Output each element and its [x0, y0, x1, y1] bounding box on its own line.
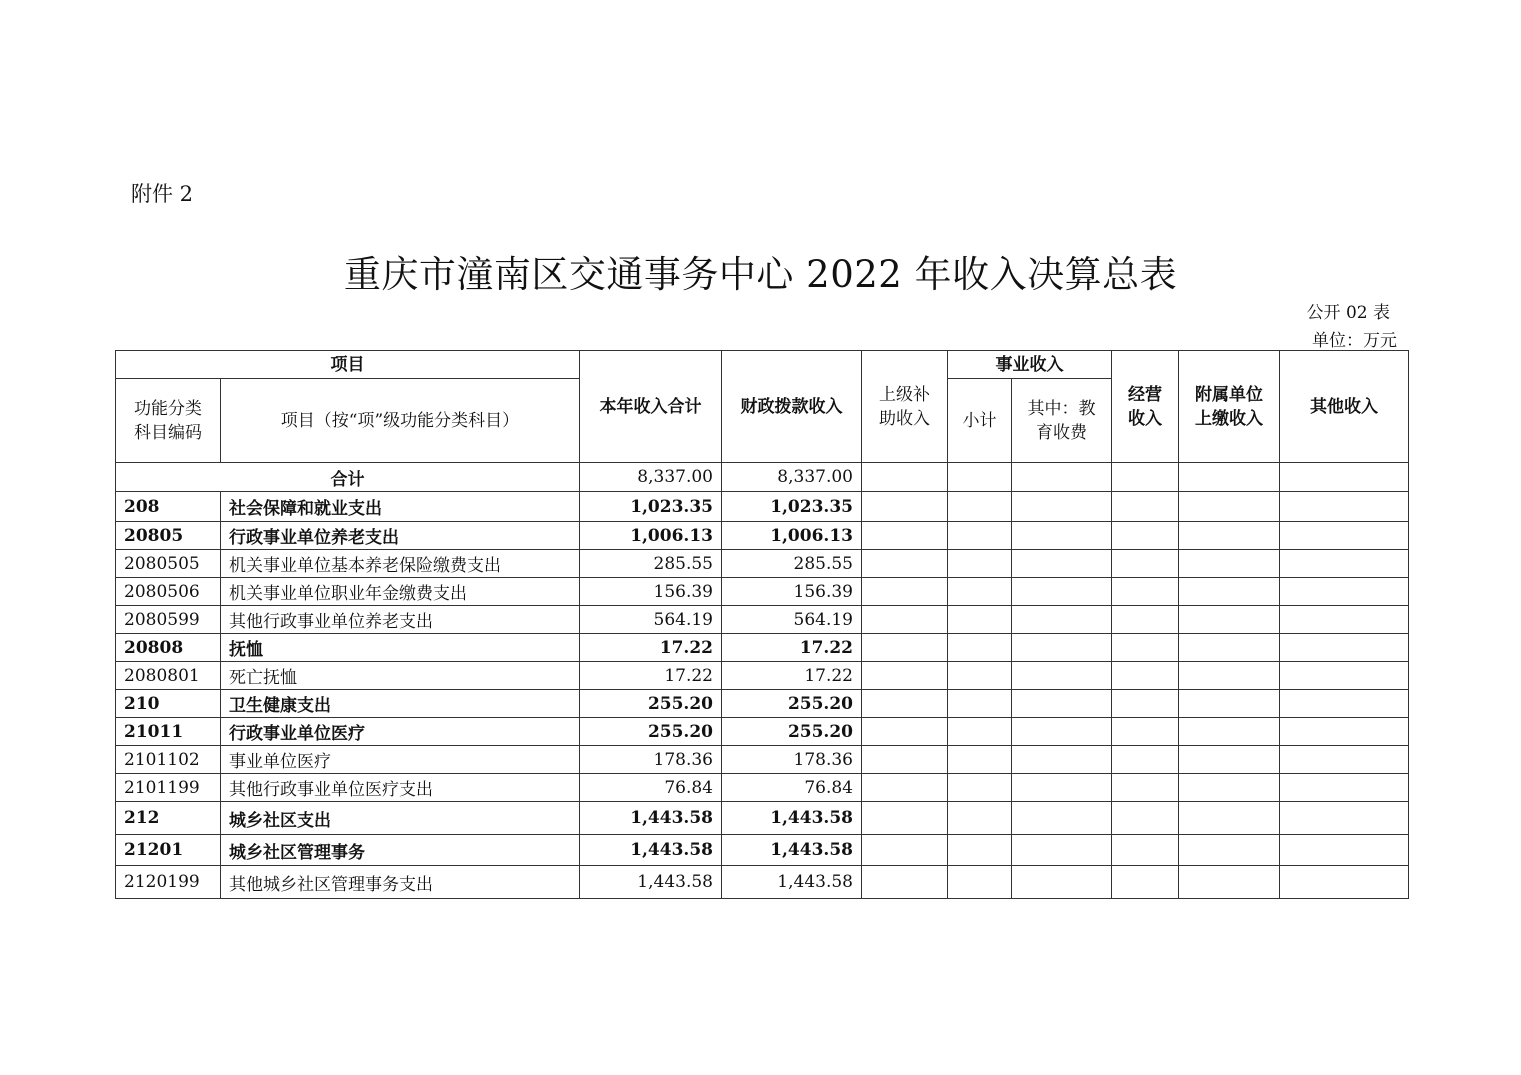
empty-cell	[1112, 746, 1179, 774]
empty-cell	[1012, 835, 1112, 866]
fiscal-cell: 1,006.13	[722, 522, 862, 550]
empty-cell	[1280, 866, 1409, 899]
empty-cell	[948, 522, 1012, 550]
total-row	[116, 463, 1409, 492]
total-income-cell: 255.20	[580, 690, 722, 718]
fiscal-cell: 156.39	[722, 578, 862, 606]
fiscal-cell: 1,443.58	[722, 835, 862, 866]
empty-cell	[1179, 463, 1280, 492]
empty-cell	[1112, 802, 1179, 835]
header-operating	[1112, 351, 1179, 463]
unit-label: 单位：万元	[1312, 331, 1397, 351]
code-cell: 20805	[116, 522, 221, 550]
empty-cell	[1179, 662, 1280, 690]
empty-cell	[1012, 802, 1112, 835]
header-affiliated-line1: 附属单位	[1195, 384, 1263, 405]
code-cell: 2101102	[116, 746, 221, 774]
total-income-cell: 8,337.00	[580, 463, 722, 492]
fiscal-cell: 17.22	[722, 662, 862, 690]
empty-cell	[1280, 634, 1409, 662]
header-edu-line2: 育收费	[1036, 422, 1087, 443]
total-income-cell: 1,443.58	[580, 835, 722, 866]
empty-cell	[1112, 463, 1179, 492]
empty-cell	[1112, 634, 1179, 662]
header-edu-line1: 其中：教	[1027, 398, 1096, 419]
empty-cell	[1179, 802, 1280, 835]
empty-cell	[1179, 606, 1280, 634]
empty-cell	[862, 550, 948, 578]
empty-cell	[862, 774, 948, 802]
fiscal-cell: 76.84	[722, 774, 862, 802]
table-row	[116, 550, 1409, 578]
header-fiscal: 财政拨款收入	[722, 351, 862, 463]
empty-cell	[862, 866, 948, 899]
empty-cell	[1012, 774, 1112, 802]
empty-cell	[862, 746, 948, 774]
total-income-cell: 564.19	[580, 606, 722, 634]
empty-cell	[1112, 522, 1179, 550]
empty-cell	[948, 835, 1012, 866]
header-operating-line2: 收入	[1128, 408, 1162, 429]
code-cell: 208	[116, 492, 221, 522]
empty-cell	[1280, 662, 1409, 690]
fiscal-cell: 1,443.58	[722, 802, 862, 835]
header-total-income: 本年收入合计	[580, 351, 722, 463]
empty-cell	[1179, 866, 1280, 899]
total-income-cell: 156.39	[580, 578, 722, 606]
empty-cell	[1012, 718, 1112, 746]
item-name-cell: 城乡社区管理事务	[221, 835, 580, 866]
empty-cell	[1280, 463, 1409, 492]
fiscal-cell: 564.19	[722, 606, 862, 634]
empty-cell	[1012, 606, 1112, 634]
empty-cell	[1112, 606, 1179, 634]
header-business: 事业收入	[948, 351, 1112, 379]
table-row	[116, 606, 1409, 634]
fiscal-cell: 285.55	[722, 550, 862, 578]
empty-cell	[1112, 866, 1179, 899]
table-row	[116, 662, 1409, 690]
header-item: 项目（按“项”级功能分类科目）	[221, 379, 580, 463]
item-name-cell: 其他城乡社区管理事务支出	[221, 866, 580, 899]
item-name-cell: 机关事业单位职业年金缴费支出	[221, 578, 580, 606]
total-income-cell: 1,443.58	[580, 866, 722, 899]
item-name-cell: 城乡社区支出	[221, 802, 580, 835]
fiscal-cell: 1,443.58	[722, 866, 862, 899]
code-cell: 2101199	[116, 774, 221, 802]
header-subtotal: 小计	[948, 379, 1012, 463]
empty-cell	[862, 802, 948, 835]
empty-cell	[948, 634, 1012, 662]
empty-cell	[1112, 662, 1179, 690]
total-fiscal-cell: 8,337.00	[722, 463, 862, 492]
empty-cell	[862, 835, 948, 866]
header-affiliated-line2: 上缴收入	[1195, 408, 1263, 429]
total-income-cell: 1,443.58	[580, 802, 722, 835]
total-income-cell: 285.55	[580, 550, 722, 578]
empty-cell	[948, 774, 1012, 802]
empty-cell	[1112, 774, 1179, 802]
item-name-cell: 其他行政事业单位医疗支出	[221, 774, 580, 802]
table-body	[116, 463, 1409, 899]
total-income-cell: 1,023.35	[580, 492, 722, 522]
total-income-cell: 17.22	[580, 662, 722, 690]
fiscal-cell: 17.22	[722, 634, 862, 662]
empty-cell	[1280, 550, 1409, 578]
empty-cell	[1179, 634, 1280, 662]
empty-cell	[862, 634, 948, 662]
empty-cell	[862, 606, 948, 634]
empty-cell	[1012, 492, 1112, 522]
empty-cell	[948, 690, 1012, 718]
item-name-cell: 卫生健康支出	[221, 690, 580, 718]
empty-cell	[1179, 690, 1280, 718]
empty-cell	[1112, 492, 1179, 522]
table-row	[116, 866, 1409, 899]
header-affiliated	[1179, 351, 1280, 463]
empty-cell	[1012, 746, 1112, 774]
item-name-cell: 抚恤	[221, 634, 580, 662]
header-code-line1: 功能分类	[134, 398, 202, 419]
empty-cell	[1179, 718, 1280, 746]
empty-cell	[948, 866, 1012, 899]
header-code	[116, 379, 221, 463]
empty-cell	[1179, 492, 1280, 522]
empty-cell	[1112, 578, 1179, 606]
header-code-line2: 科目编码	[134, 422, 202, 443]
empty-cell	[1012, 463, 1112, 492]
empty-cell	[1179, 522, 1280, 550]
table-row	[116, 718, 1409, 746]
empty-cell	[1012, 634, 1112, 662]
empty-cell	[862, 492, 948, 522]
empty-cell	[948, 662, 1012, 690]
total-income-cell: 17.22	[580, 634, 722, 662]
code-cell: 21201	[116, 835, 221, 866]
empty-cell	[948, 606, 1012, 634]
empty-cell	[862, 662, 948, 690]
empty-cell	[1179, 578, 1280, 606]
empty-cell	[1012, 578, 1112, 606]
total-label: 合计	[116, 463, 580, 492]
code-cell: 21011	[116, 718, 221, 746]
empty-cell	[1280, 835, 1409, 866]
code-cell: 2120199	[116, 866, 221, 899]
code-cell: 210	[116, 690, 221, 718]
header-operating-line1: 经营	[1128, 384, 1162, 405]
code-cell: 2080599	[116, 606, 221, 634]
empty-cell	[1280, 606, 1409, 634]
item-name-cell: 其他行政事业单位养老支出	[221, 606, 580, 634]
empty-cell	[1280, 774, 1409, 802]
empty-cell	[1112, 690, 1179, 718]
empty-cell	[1112, 718, 1179, 746]
attachment-label: 附件 2	[131, 182, 194, 206]
table-row	[116, 634, 1409, 662]
empty-cell	[948, 550, 1012, 578]
fiscal-cell: 255.20	[722, 718, 862, 746]
total-income-cell: 1,006.13	[580, 522, 722, 550]
total-income-cell: 76.84	[580, 774, 722, 802]
empty-cell	[1112, 835, 1179, 866]
empty-cell	[862, 718, 948, 746]
table-row	[116, 578, 1409, 606]
table-row	[116, 690, 1409, 718]
item-name-cell: 事业单位医疗	[221, 746, 580, 774]
code-cell: 2080801	[116, 662, 221, 690]
fiscal-cell: 255.20	[722, 690, 862, 718]
item-name-cell: 社会保障和就业支出	[221, 492, 580, 522]
empty-cell	[1179, 746, 1280, 774]
item-name-cell: 行政事业单位医疗	[221, 718, 580, 746]
empty-cell	[948, 492, 1012, 522]
table-row	[116, 802, 1409, 835]
empty-cell	[862, 578, 948, 606]
table-row	[116, 774, 1409, 802]
code-cell: 20808	[116, 634, 221, 662]
header-superior	[862, 351, 948, 463]
code-cell: 2080505	[116, 550, 221, 578]
empty-cell	[1179, 550, 1280, 578]
table-row	[116, 522, 1409, 550]
item-name-cell: 死亡抚恤	[221, 662, 580, 690]
page-title: 重庆市潼南区交通事务中心 2022 年收入决算总表	[343, 253, 1178, 296]
fiscal-cell: 178.36	[722, 746, 862, 774]
table-row	[116, 492, 1409, 522]
header-other: 其他收入	[1280, 351, 1409, 463]
header-superior-line1: 上级补	[879, 384, 930, 405]
empty-cell	[1280, 718, 1409, 746]
code-cell: 212	[116, 802, 221, 835]
total-income-cell: 178.36	[580, 746, 722, 774]
form-number: 公开 02 表	[1306, 303, 1390, 323]
item-name-cell: 行政事业单位养老支出	[221, 522, 580, 550]
header-project: 项目	[116, 351, 580, 379]
empty-cell	[1280, 746, 1409, 774]
empty-cell	[948, 578, 1012, 606]
empty-cell	[1012, 522, 1112, 550]
empty-cell	[948, 802, 1012, 835]
empty-cell	[948, 718, 1012, 746]
empty-cell	[1280, 690, 1409, 718]
empty-cell	[948, 463, 1012, 492]
code-cell: 2080506	[116, 578, 221, 606]
empty-cell	[1280, 802, 1409, 835]
empty-cell	[1280, 578, 1409, 606]
fiscal-cell: 1,023.35	[722, 492, 862, 522]
header-superior-line2: 助收入	[879, 408, 930, 429]
empty-cell	[1012, 866, 1112, 899]
header-edu-fee	[1012, 379, 1112, 463]
empty-cell	[948, 746, 1012, 774]
empty-cell	[1112, 550, 1179, 578]
empty-cell	[1280, 522, 1409, 550]
empty-cell	[1012, 550, 1112, 578]
table-header	[116, 351, 1409, 463]
empty-cell	[862, 522, 948, 550]
empty-cell	[1179, 835, 1280, 866]
table-row	[116, 835, 1409, 866]
empty-cell	[1012, 690, 1112, 718]
empty-cell	[1179, 774, 1280, 802]
income-table	[115, 350, 1409, 899]
table-row	[116, 746, 1409, 774]
empty-cell	[1280, 492, 1409, 522]
item-name-cell: 机关事业单位基本养老保险缴费支出	[221, 550, 580, 578]
empty-cell	[862, 463, 948, 492]
empty-cell	[1012, 662, 1112, 690]
total-income-cell: 255.20	[580, 718, 722, 746]
empty-cell	[862, 690, 948, 718]
